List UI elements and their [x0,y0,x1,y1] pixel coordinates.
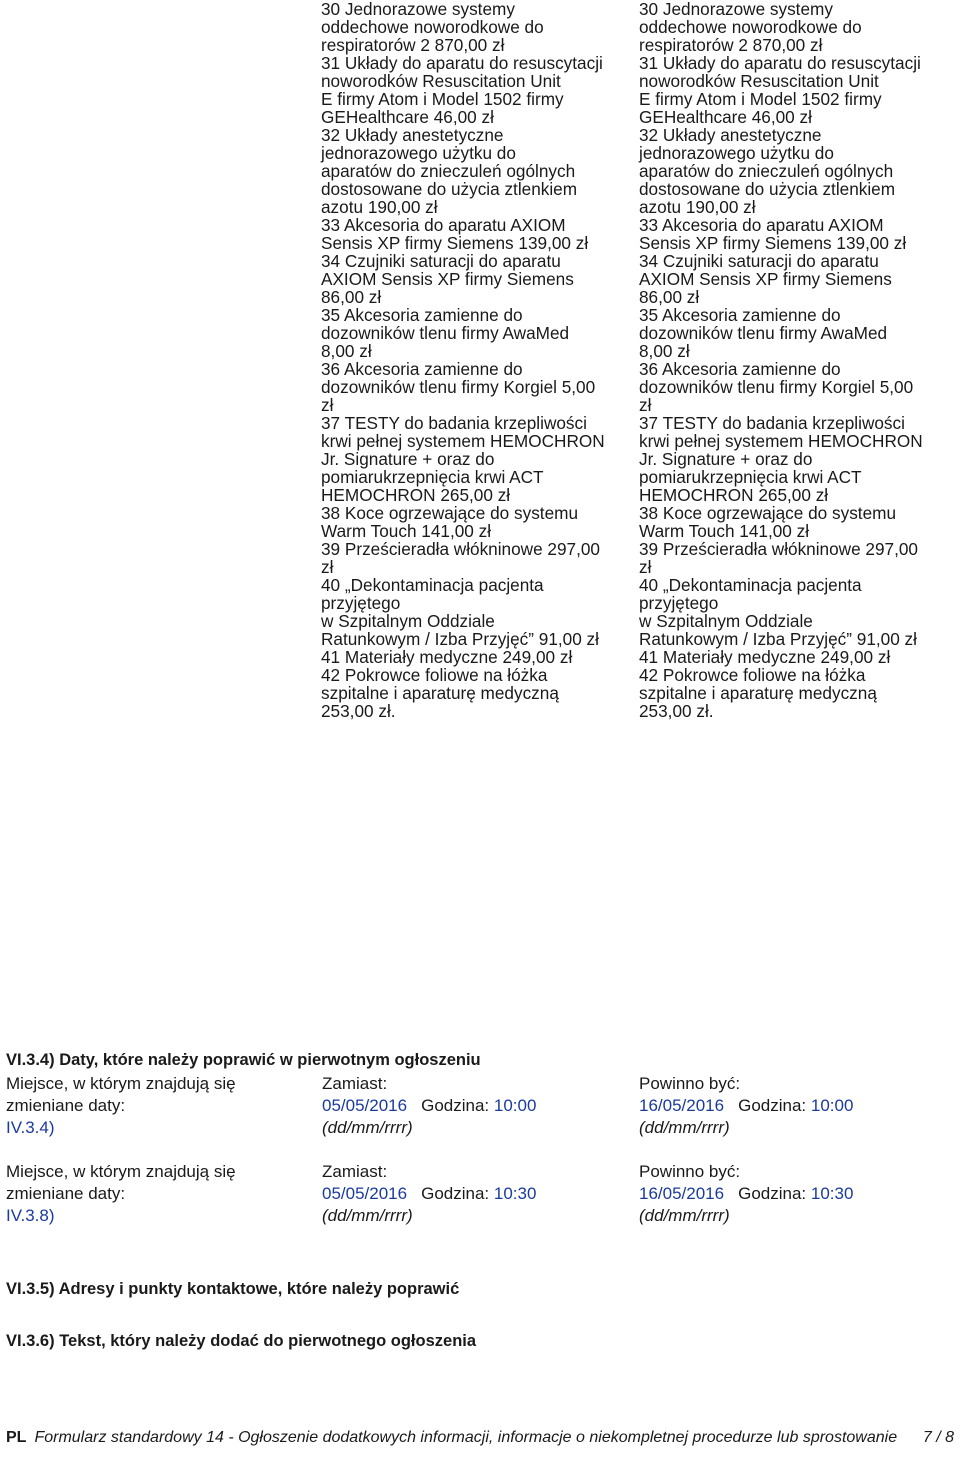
right-item-33: 33 Akcesoria do aparatu AXIOM Sensis XP firmy Siemens 139,00 zł [639,215,907,253]
page-footer [6,1428,956,1468]
right-item-40: 40 „Dekontaminacja pacjenta przyjętego w Szpitalnym Oddziale Ratunkowym / Izba Przyjęć” 91,00 zł [639,575,917,649]
instead-date: 05/05/2016 [322,1184,408,1203]
left-item-40: 40 „Dekontaminacja pacjenta przyjętego w Szpitalnym Oddziale Ratunkowym / Izba Przyjęć” 91,00 zł [321,575,599,649]
instead-cell [322,1161,632,1227]
place-label: Miejsce, w którym znajdują się [6,1162,236,1181]
left-item-32: 32 Układy anestetyczne jednorazowego użytku do aparatów do znieczuleń ogólnych dostosowane do użycia ztlenkiem azotu 190,00 zł [321,125,578,217]
instead-time-label: Godzina: [421,1184,490,1203]
instead-label: Zamiast: [322,1162,388,1181]
right-item-32: 32 Układy anestetyczne jednorazowego użytku do aparatów do znieczuleń ogólnych dostosowane do użycia ztlenkiem azotu 190,00 zł [639,125,896,217]
place-value: IV.3.8) [6,1206,55,1225]
should-label: Powinno być: [639,1162,741,1181]
left-item-33: 33 Akcesoria do aparatu AXIOM Sensis XP firmy Siemens 139,00 zł [321,215,589,253]
right-item-31: 31 Układy do aparatu do resuscytacji noworodków Resuscitation Unit E firmy Atom i Model 1502 firmy GEHealthcare 46,00 zł [639,53,921,127]
should-label: Powinno być: [639,1074,741,1093]
right-item-30: 30 Jednorazowe systemy oddechowe noworodkowe do respiratorów 2 870,00 zł [639,0,862,55]
footer-form-title: Formularz standardowy 14 - Ogłoszenie dodatkowych informacji, informacje o niekompletnej procedurze lub sprostowanie [34,1429,898,1446]
right-item-34: 34 Czujniki saturacji do aparatu AXIOM Sensis XP firmy Siemens 86,00 zł [639,251,892,307]
date-change-block [6,1161,956,1227]
should-cell [639,1073,949,1139]
left-item-36: 36 Akcesoria zamienne do dozowników tlenu firmy Korgiel 5,00 zł [321,359,596,415]
instead-date: 05/05/2016 [322,1096,408,1115]
left-item-38: 38 Koce ogrzewające do systemu Warm Touch 141,00 zł [321,503,578,541]
should-time: 10:00 [810,1096,854,1115]
left-item-34: 34 Czujniki saturacji do aparatu AXIOM Sensis XP firmy Siemens 86,00 zł [321,251,574,307]
page-number: 7 / 8 [922,1429,954,1446]
should-format: (dd/mm/rrrr) [639,1206,730,1225]
place-label-2: zmieniane daty: [6,1096,126,1115]
instead-cell [322,1073,632,1139]
right-item-41: 41 Materiały medyczne 249,00 zł [639,647,891,667]
place-value: IV.3.4) [6,1118,55,1137]
place-cell [6,1073,306,1139]
should-date: 16/05/2016 [639,1184,725,1203]
left-item-42: 42 Pokrowce foliowe na łóżka szpitalne i aparaturę medyczną 253,00 zł. [321,665,559,721]
left-item-30: 30 Jednorazowe systemy oddechowe noworodkowe do respiratorów 2 870,00 zł [321,0,544,55]
dates-section [6,1049,956,1227]
right-item-36: 36 Akcesoria zamienne do dozowników tlenu firmy Korgiel 5,00 zł [639,359,914,415]
addresses-heading: VI.3.5) Adresy i punkty kontaktowe, które należy poprawić [6,1280,460,1298]
date-change-block [6,1073,956,1139]
left-column-items [321,0,639,720]
right-item-37: 37 TESTY do badania krzepliwości krwi pełnej systemem HEMOCHRON Jr. Signature + oraz do pomiarukrzepnięcia krwi ACT HEMOCHRON 265,00 zł [639,413,923,505]
right-item-38: 38 Koce ogrzewające do systemu Warm Touch 141,00 zł [639,503,896,541]
should-time-label: Godzina: [738,1184,807,1203]
place-label: Miejsce, w którym znajdują się [6,1074,236,1093]
instead-format: (dd/mm/rrrr) [322,1118,413,1137]
right-item-39: 39 Prześcieradła włókninowe 297,00 zł [639,539,918,577]
right-column-items [639,0,957,720]
instead-label: Zamiast: [322,1074,388,1093]
left-item-41: 41 Materiały medyczne 249,00 zł [321,647,573,667]
right-item-42: 42 Pokrowce foliowe na łóżka szpitalne i aparaturę medyczną 253,00 zł. [639,665,877,721]
left-item-31: 31 Układy do aparatu do resuscytacji noworodków Resuscitation Unit E firmy Atom i Model 1502 firmy GEHealthcare 46,00 zł [321,53,603,127]
footer-language-code: PL [6,1429,27,1446]
should-time-label: Godzina: [738,1096,807,1115]
additional-text-heading: VI.3.6) Tekst, który należy dodać do pierwotnego ogłoszenia [6,1332,477,1350]
left-item-35: 35 Akcesoria zamienne do dozowników tlenu firmy AwaMed 8,00 zł [321,305,570,361]
instead-time: 10:00 [493,1096,537,1115]
instead-time-label: Godzina: [421,1096,490,1115]
dates-heading: VI.3.4) Daty, które należy poprawić w pierwotnym ogłoszeniu [6,1051,481,1069]
instead-format: (dd/mm/rrrr) [322,1206,413,1225]
should-format: (dd/mm/rrrr) [639,1118,730,1137]
should-cell [639,1161,949,1227]
left-item-37: 37 TESTY do badania krzepliwości krwi pełnej systemem HEMOCHRON Jr. Signature + oraz do pomiarukrzepnięcia krwi ACT HEMOCHRON 265,00 zł [321,413,605,505]
right-item-35: 35 Akcesoria zamienne do dozowników tlenu firmy AwaMed 8,00 zł [639,305,888,361]
place-label-2: zmieniane daty: [6,1184,126,1203]
instead-time: 10:30 [493,1184,537,1203]
left-item-39: 39 Prześcieradła włókninowe 297,00 zł [321,539,600,577]
should-date: 16/05/2016 [639,1096,725,1115]
place-cell [6,1161,306,1227]
should-time: 10:30 [810,1184,854,1203]
